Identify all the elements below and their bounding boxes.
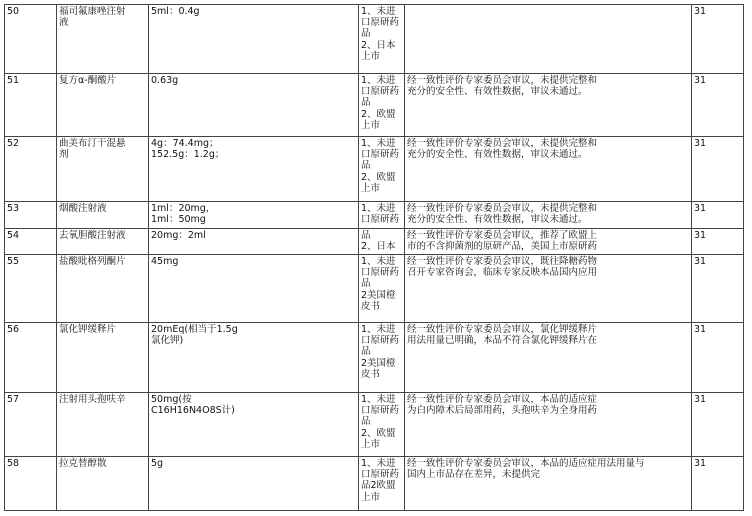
cell-review-remark-line: 经一致性评价专家委员会审议，本品的适应症用法用量与 — [407, 458, 645, 469]
cell-number-text: 56 — [7, 324, 20, 335]
cell-reference-category — [359, 74, 405, 137]
cell-batch-text: 31 — [694, 256, 707, 267]
cell-review-remark-line: 国内上市品存在差异，未提供完 — [407, 469, 541, 481]
cell-number-text: 54 — [7, 230, 20, 241]
cell-drug-name-line: 注射用头孢呋辛 — [59, 394, 126, 405]
cell-reference-category-line: 2美国橙 — [361, 289, 396, 301]
cell-batch — [692, 137, 744, 202]
table-row — [5, 74, 744, 137]
cell-reference-category-line: 上市 — [361, 438, 381, 450]
cell-number-text: 52 — [7, 138, 20, 149]
cell-number-text: 53 — [7, 203, 20, 214]
cell-reference-category-line: 口原研药 — [361, 17, 400, 29]
cell-reference-category-line: 上市 — [361, 491, 381, 503]
cell-reference-category-line: 上市 — [361, 50, 381, 62]
cell-reference-category-line: 口原研药 — [361, 267, 400, 279]
cell-reference-category-line: 1、未进 — [361, 256, 396, 267]
cell-drug-name-line: 拉克替醇散 — [59, 458, 107, 469]
cell-review-remark-line: 为白内障术后局部用药，头孢呋辛为全身用药 — [407, 405, 598, 417]
cell-review-remark-line: 市的不含抑菌剂的原研产品，美国上市原研药 — [407, 241, 598, 253]
cell-number — [5, 255, 57, 323]
cell-reference-category-line: 品 — [361, 416, 371, 428]
cell-reference-category-line: 上市 — [361, 119, 381, 131]
cell-drug-name-line: 福司氟康唑注射 — [59, 6, 126, 17]
cell-specification — [149, 255, 359, 323]
cell-drug-name-line: 氯化钾缓释片 — [59, 324, 117, 335]
cell-review-remark — [405, 137, 692, 202]
cell-specification-line: 20mEq(相当于1.5g — [151, 324, 238, 335]
cell-reference-category-line: 品 — [361, 160, 371, 172]
cell-batch — [692, 255, 744, 323]
cell-review-remark — [405, 457, 692, 511]
cell-review-remark — [405, 323, 692, 393]
cell-review-remark-line: 充分的安全性、有效性数据，审议未通过。 — [407, 149, 588, 161]
cell-review-remark-line: 经一致性评价专家委员会审议，未提供完整和 — [407, 138, 598, 149]
cell-reference-category-line: 1、未进 — [361, 138, 396, 149]
cell-review-remark — [405, 255, 692, 323]
cell-review-remark-line: 充分的安全性、有效性数据，审议未通过。 — [407, 86, 588, 98]
cell-batch-text: 31 — [694, 230, 707, 241]
cell-batch — [692, 393, 744, 457]
table-row — [5, 255, 744, 323]
cell-batch-text: 31 — [694, 394, 707, 405]
cell-reference-category-line: 1、未进 — [361, 203, 396, 214]
cell-review-remark-line: 经一致性评价专家委员会审议，未提供完整和 — [407, 75, 598, 86]
cell-reference-category — [359, 202, 405, 229]
cell-reference-category — [359, 5, 405, 74]
cell-review-remark-line: 经一致性评价专家委员会审议，既往降糖药物 — [407, 256, 598, 267]
cell-reference-category-line: 2、欧盟 — [361, 108, 396, 120]
cell-review-remark-line: 经一致性评价专家委员会审议，氯化钾缓释片 — [407, 324, 598, 335]
cell-batch — [692, 202, 744, 229]
cell-specification — [149, 457, 359, 511]
cell-reference-category-line: 2、日本 — [361, 39, 396, 51]
cell-review-remark — [405, 74, 692, 137]
cell-review-remark-line: 召开专家咨询会，临床专家反映本品国内应用 — [407, 267, 598, 279]
cell-drug-name-line: 复方α-酮酸片 — [59, 75, 117, 86]
cell-number — [5, 323, 57, 393]
table-row — [5, 229, 744, 255]
cell-specification — [149, 137, 359, 202]
drug-table — [4, 4, 744, 511]
cell-specification-line: 氯化钾) — [151, 335, 184, 347]
cell-reference-category — [359, 393, 405, 457]
cell-drug-name — [57, 457, 149, 511]
table-row — [5, 323, 744, 393]
cell-batch-text: 31 — [694, 203, 707, 214]
cell-number — [5, 393, 57, 457]
cell-specification — [149, 393, 359, 457]
cell-reference-category-line: 品2欧盟 — [361, 480, 396, 492]
cell-drug-name — [57, 74, 149, 137]
cell-number — [5, 202, 57, 229]
cell-drug-name — [57, 393, 149, 457]
cell-review-remark — [405, 229, 692, 255]
cell-reference-category — [359, 229, 405, 255]
cell-specification — [149, 202, 359, 229]
cell-specification-line: 20mg：2ml — [151, 230, 206, 241]
cell-review-remark-line: 经一致性评价专家委员会审议，推荐了欧盟上 — [407, 230, 598, 241]
cell-specification — [149, 74, 359, 137]
cell-reference-category-line: 口原研药 — [361, 214, 400, 226]
cell-reference-category-line: 口原研药 — [361, 405, 400, 417]
cell-drug-name — [57, 137, 149, 202]
cell-number-text: 50 — [7, 6, 20, 17]
cell-reference-category-line: 1、未进 — [361, 458, 396, 469]
cell-reference-category-line: 2、欧盟 — [361, 171, 396, 183]
cell-drug-name-line: 烟酸注射液 — [59, 203, 107, 214]
cell-number — [5, 457, 57, 511]
cell-specification-line: 5ml：0.4g — [151, 6, 200, 17]
cell-drug-name-line: 曲美布汀干混悬 — [59, 138, 126, 149]
cell-drug-name — [57, 229, 149, 255]
cell-review-remark-line: 经一致性评价专家委员会审议，本品的适应症 — [407, 394, 598, 405]
table-row — [5, 137, 744, 202]
cell-batch-text: 31 — [694, 75, 707, 86]
cell-drug-name-line: 剂 — [59, 149, 69, 161]
cell-review-remark — [405, 393, 692, 457]
cell-reference-category-line: 1、未进 — [361, 394, 396, 405]
cell-number — [5, 74, 57, 137]
cell-reference-category-line: 口原研药 — [361, 469, 400, 481]
cell-drug-name — [57, 5, 149, 74]
cell-reference-category-line: 皮书 — [361, 300, 381, 312]
cell-reference-category-line: 2、日本 — [361, 241, 396, 253]
cell-specification-line: 50mg(按 — [151, 394, 192, 405]
cell-specification — [149, 323, 359, 393]
cell-batch-text: 31 — [694, 138, 707, 149]
cell-number — [5, 5, 57, 74]
cell-specification — [149, 5, 359, 74]
cell-specification-line: 0.63g — [151, 75, 179, 86]
cell-reference-category-line: 品 — [361, 97, 371, 109]
cell-review-remark — [405, 5, 692, 74]
cell-reference-category-line: 皮书 — [361, 368, 381, 380]
cell-reference-category-line: 口原研药 — [361, 86, 400, 98]
cell-drug-name — [57, 202, 149, 229]
cell-number-text: 51 — [7, 75, 20, 86]
table-row — [5, 5, 744, 74]
cell-batch — [692, 323, 744, 393]
cell-specification-line: C16H16N4O8S计) — [151, 405, 235, 417]
cell-specification-line: 45mg — [151, 256, 179, 267]
cell-drug-name — [57, 323, 149, 393]
table-row — [5, 202, 744, 229]
cell-number-text: 58 — [7, 458, 20, 469]
cell-reference-category — [359, 255, 405, 323]
cell-drug-name-line: 盐酸吡格列酮片 — [59, 256, 126, 267]
cell-review-remark-line: 充分的安全性、有效性数据，审议未通过。 — [407, 214, 588, 226]
cell-specification-line: 152.5g：1.2g； — [151, 149, 225, 161]
cell-reference-category-line: 1、未进 — [361, 6, 396, 17]
cell-review-remark — [405, 202, 692, 229]
cell-drug-name-line: 去氧胆酸注射液 — [59, 230, 126, 241]
cell-drug-name — [57, 255, 149, 323]
cell-number-text: 55 — [7, 256, 20, 267]
cell-reference-category-line: 品 — [361, 278, 371, 290]
table-row — [5, 457, 744, 511]
cell-reference-category — [359, 323, 405, 393]
cell-reference-category-line: 口原研药 — [361, 149, 400, 161]
cell-specification-line: 1ml：50mg — [151, 214, 206, 226]
cell-review-remark-line: 用法用量已明确，本品不符合氯化钾缓释片在 — [407, 335, 598, 347]
cell-reference-category-line: 品 — [361, 230, 371, 241]
cell-specification-line: 1ml：20mg， — [151, 203, 216, 214]
cell-reference-category-line: 2、欧盟 — [361, 427, 396, 439]
cell-specification-line: 4g：74.4mg； — [151, 138, 219, 149]
cell-reference-category — [359, 457, 405, 511]
cell-specification-line: 5g — [151, 458, 164, 469]
cell-batch — [692, 5, 744, 74]
cell-batch-text: 31 — [694, 458, 707, 469]
cell-review-remark-line: 经一致性评价专家委员会审议，未提供完整和 — [407, 203, 598, 214]
cell-reference-category-line: 1、未进 — [361, 75, 396, 86]
table-row — [5, 393, 744, 457]
cell-reference-category-line: 上市 — [361, 182, 381, 194]
cell-number-text: 57 — [7, 394, 20, 405]
cell-number — [5, 137, 57, 202]
cell-reference-category — [359, 137, 405, 202]
cell-reference-category-line: 2美国橙 — [361, 357, 396, 369]
cell-batch — [692, 457, 744, 511]
cell-number — [5, 229, 57, 255]
cell-reference-category-line: 口原研药 — [361, 335, 400, 347]
cell-batch — [692, 229, 744, 255]
cell-reference-category-line: 1、未进 — [361, 324, 396, 335]
cell-batch-text: 31 — [694, 6, 707, 17]
cell-batch — [692, 74, 744, 137]
cell-batch-text: 31 — [694, 324, 707, 335]
cell-drug-name-line: 液 — [59, 17, 69, 29]
cell-reference-category-line: 品 — [361, 346, 371, 358]
cell-specification — [149, 229, 359, 255]
cell-reference-category-line: 品 — [361, 28, 371, 40]
